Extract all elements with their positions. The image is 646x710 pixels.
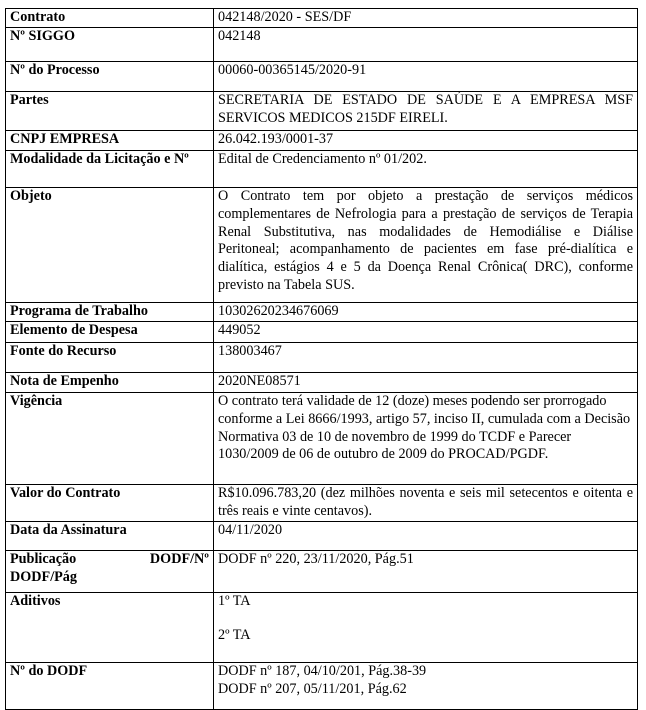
elemento-value: 449052 [214,322,638,343]
fonte-value: 138003467 [214,343,638,373]
empenho-label: Nota de Empenho [6,373,214,393]
empenho-value: 2020NE08571 [214,373,638,393]
valor-value: R$10.096.783,20 (dez milhões noventa e seis mil setecentos e oitenta e três reais e vinte centavos). [214,485,638,522]
table-row [6,551,638,593]
table-row [6,28,638,62]
valor-label: Valor do Contrato [6,485,214,522]
partes-label: Partes [6,92,214,131]
siggo-value: 042148 [214,28,638,62]
table-row [6,593,638,663]
siggo-label: Nº SIGGO [6,28,214,62]
publicacao-label-word: Publicação [10,551,77,567]
table-row [6,131,638,151]
aditivos-label: Aditivos [6,593,214,663]
programa-label: Programa de Trabalho [6,303,214,322]
contrato-value: 042148/2020 - SES/DF [214,9,638,28]
table-row [6,522,638,551]
table-row [6,92,638,131]
fonte-label: Fonte do Recurso [6,343,214,373]
cnpj-value: 26.042.193/0001-37 [214,131,638,151]
processo-label: Nº do Processo [6,62,214,92]
dodf-entry-2: DODF nº 207, 05/11/201, Pág.62 [218,680,407,697]
vigencia-value: O contrato terá validade de 12 (doze) meses podendo ser prorrogado conforme a Lei 8666/1993, artigo 57, inciso II, cumulada com a Decisão Normativa 03 de 10 de novembro de 1999 do TCDF e Parecer 1030/2009 de 06 de outubro de 2009 do PROCAD/PGDF. [214,393,638,485]
table-row [6,62,638,92]
cnpj-label: CNPJ EMPRESA [6,131,214,151]
num-dodf-label: Nº do DODF [6,663,214,710]
programa-value: 10302620234676069 [214,303,638,322]
objeto-label: Objeto [6,188,214,303]
partes-value: SECRETARIA DE ESTADO DE SAÚDE E A EMPRESA MSF SERVICOS MEDICOS 215DF EIRELI. [214,92,638,131]
elemento-label: Elemento de Despesa [6,322,214,343]
table-row [6,303,638,322]
table-row [6,343,638,373]
data-assinatura-value: 04/11/2020 [214,522,638,551]
table-row [6,188,638,303]
num-dodf-value [214,663,638,710]
dodf-entry-1: DODF nº 187, 04/10/201, Pág.38-39 [218,663,427,679]
modalidade-label: Modalidade da Licitação e Nº [6,151,214,188]
publicacao-value: DODF nº 220, 23/11/2020, Pág.51 [214,551,638,593]
table-row [6,393,638,485]
modalidade-value: Edital de Credenciamento nº 01/202. [214,151,638,188]
aditivos-value [214,593,638,663]
table-row [6,9,638,28]
table-row [6,663,638,710]
objeto-value: O Contrato tem por objeto a prestação de serviços médicos complementares de Nefrologia para a prestação de serviços de Terapia Renal Substitutiva, nas modalidades de Hemodiálise e Diálise Peritoneal; acompanhamento de pacientes em fase pré-dialítica e dialítica, estágios 4 e 5 da Doença Renal Crônica( DRC), conforme previsto na Tabela SUS. [214,188,638,303]
publicacao-label-dodf: DODF/Nº [149,551,209,567]
table-row [6,373,638,393]
contract-summary-table [5,8,638,710]
aditivo-2: 2º TA [218,626,251,643]
table-row [6,322,638,343]
publicacao-label-pag: DODF/Pág [10,568,77,585]
vigencia-label: Vigência [6,393,214,485]
table-row [6,151,638,188]
table-row [6,485,638,522]
publicacao-label [6,551,214,593]
data-assinatura-label: Data da Assinatura [6,522,214,551]
contrato-label: Contrato [6,9,214,28]
aditivo-1: 1º TA [218,593,251,609]
processo-value: 00060-00365145/2020-91 [214,62,638,92]
